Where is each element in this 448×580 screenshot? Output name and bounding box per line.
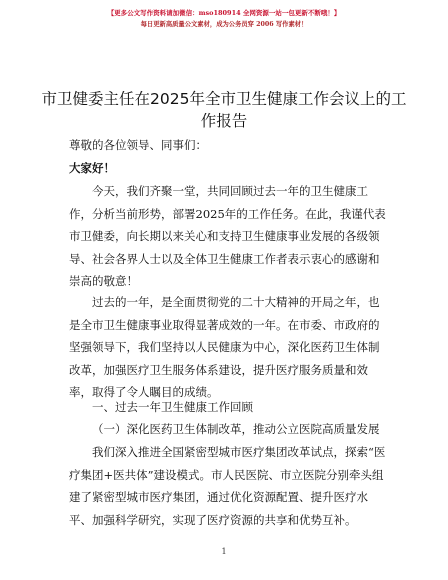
section-heading: 一、过去一年卫生健康工作回顾 bbox=[92, 400, 253, 414]
subsection-heading: （一）深化医药卫生体制改革，推动公立医院高质量发展 bbox=[92, 422, 380, 436]
paragraph-reform: 我们深入推进全国紧密型城市医疗集团改革试点，探索“医疗集团+医共体”建设模式。市人民医院、市立医院分别牵头组建了紧密型城市医疗集团，通过优化资源配置、提升医疗水平、加强科学研究，实现了医疗资源的共享和优势互补。 bbox=[69, 445, 386, 527]
greeting: 尊敬的各位领导、同事们： bbox=[69, 138, 207, 152]
promo-banner-line-1: 【更多公文写作资料请加微信：mso180914 全网资源一站一包更新不断哦！】 bbox=[107, 9, 341, 17]
promo-banner-line-2: 每日更新高质量公文素材，成为公务员穿 2006 写作素材！ bbox=[140, 21, 308, 28]
page-number: 1 bbox=[221, 547, 227, 556]
salutation: 大家好！ bbox=[69, 161, 115, 175]
paragraph-opening: 今天，我们齐聚一堂，共同回顾过去一年的卫生健康工作，分析当前形势，部署2025年的工作任务。在此，我谨代表市卫健委，向长期以来关心和支持卫生健康事业发展的各级领导、社会各界人士以及全体卫生健康工作者表示衷心的感谢和崇高的敬意！ bbox=[69, 184, 386, 288]
paragraph-review: 过去的一年，是全面贯彻党的二十大精神的开局之年，也是全市卫生健康事业取得显著成效的一年。在市委、市政府的坚强领导下，我们坚持以人民健康为中心，深化医药卫生体制改革，加强医疗卫生服务体系建设，提升医疗服务质量和效率，取得了令人瞩目的成绩。 bbox=[69, 295, 380, 399]
document-title: 市卫健委主任在2025年全市卫生健康工作会议上的工作报告 bbox=[41, 90, 407, 130]
